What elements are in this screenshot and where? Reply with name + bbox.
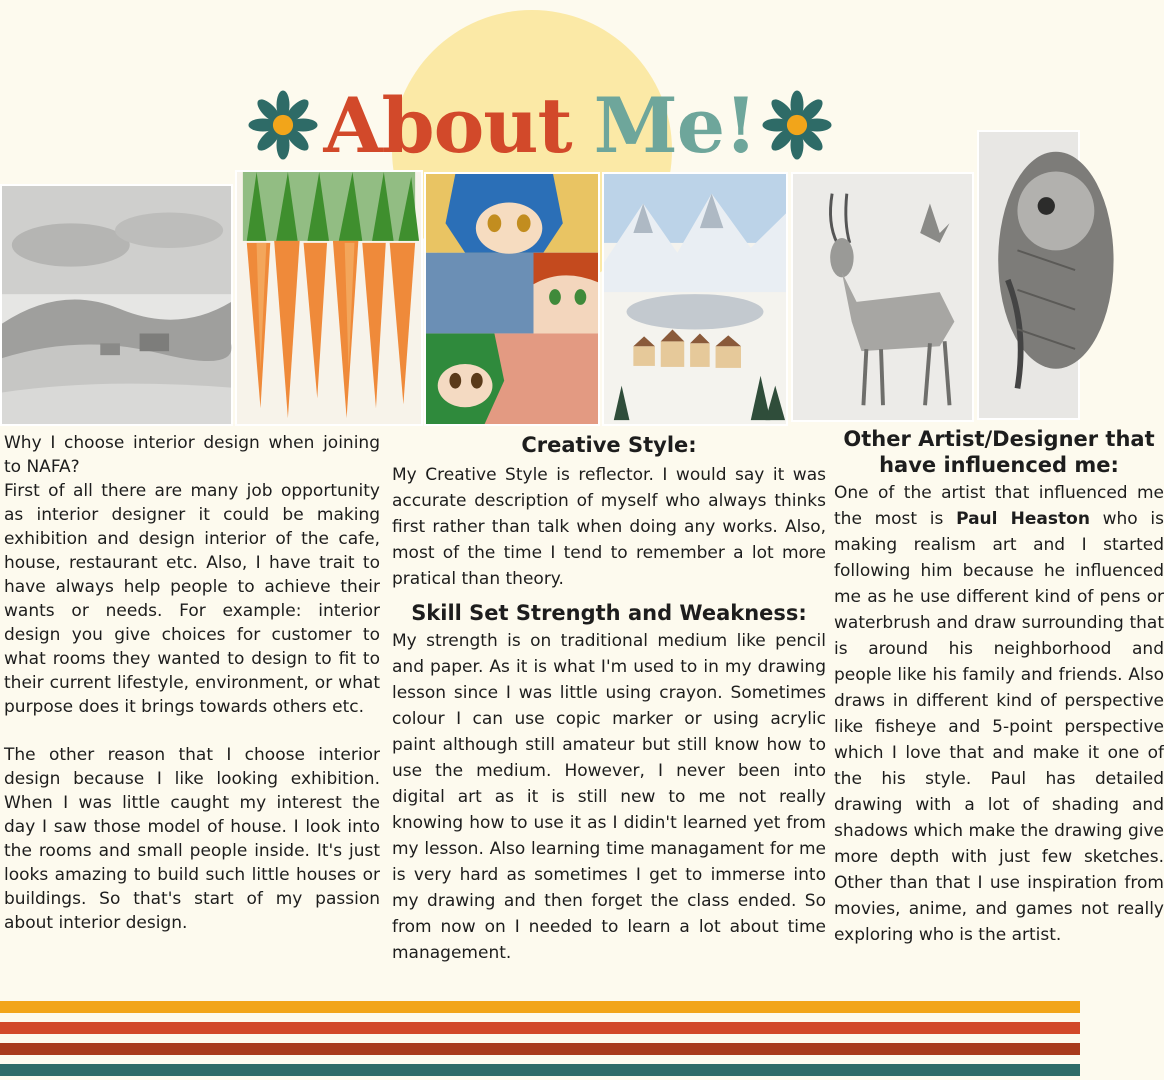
interior-design-column (4, 431, 380, 935)
reason-paragraph-1: First of all there are many job opportunity as interior designer it could be making exhibition and design interior of the cafe, house, restaurant etc. Also, I have trait to have always help people to achieve their wants or needs. For example: interior design you give choices for customer to what rooms they wanted to design to fit to their current lifestyle, environment, or what purpose does it brings towards others etc. (4, 481, 380, 717)
reason-paragraph-2: The other reason that I choose interior design because I like looking exhibition. When I was little caught my interest the day I saw those model of house. I look into the rooms and small people inside. It's just looks amazing to build such little houses or buildings. So that's start of my passion about interior design. (4, 745, 380, 933)
stripe-rust (0, 1043, 1080, 1055)
creative-style-column (392, 432, 826, 966)
stripe-teal (0, 1064, 1080, 1076)
title-me: Me! (593, 80, 757, 170)
watercolor-carrots-painting (235, 170, 423, 426)
stripe-yellow (0, 1001, 1080, 1013)
pencil-antelope-drawing (791, 172, 974, 422)
paragraph-spacer (4, 719, 380, 743)
skill-set-heading: Skill Set Strength and Weakness: (411, 601, 807, 625)
influences-text (834, 480, 1164, 948)
creative-style-text: My Creative Style is reflector. I would say it was accurate description of myself who always thinks first rather than talk when doing any works. Also, most of the time I tend to remember a lot more pratical than theory. (392, 465, 826, 589)
question-text: Why I choose interior design when joining to NAFA? (4, 433, 380, 477)
influences-heading: Other Artist/Designer that have influenced me: (843, 427, 1155, 477)
flower-icon (247, 89, 319, 161)
snowy-village-painting (602, 172, 788, 426)
flower-icon (761, 89, 833, 161)
stripe-orange (0, 1022, 1080, 1034)
pencil-owl-drawing (977, 130, 1080, 420)
influences-text-end: who is making realism art and I started following him because he influenced me as he use different kind of pens or waterbrush and draw surrounding that is around his neighborhood and people like his family and friends. Also draws in different kind of perspective like fisheye and 5-point perspective which I love that and make it one of the his style. Paul has detailed drawing with a lot of shading and shadows which make the drawing give more depth with just few sketches. Other than that I use inspiration from movies, anime, and games not really exploring who is the artist. (834, 509, 1164, 945)
influences-column (834, 426, 1164, 948)
skill-set-text: My strength is on traditional medium like pencil and paper. As it is what I'm used to in my drawing lesson since I was little using crayon. Sometimes colour I can use copic marker or using acrylic paint although still amateur but still know how to use the medium. However, I never been into digital art as it is still new to me not really knowing how to use it as I didin't learned yet from my lesson. Also learning time managament for me is very hard as sometimes I get to immerse into my drawing and then forget the class ended. So from now on I needed to learn a lot about time management. (392, 631, 826, 963)
pencil-landscape-drawing (0, 184, 233, 426)
influences-text-start: One of the artist that influenced me the most is (834, 483, 1164, 529)
artist-name: Paul Heaston (956, 509, 1090, 529)
title-about: About (323, 80, 572, 170)
anime-faces-drawing (424, 172, 600, 426)
page-title (0, 70, 1080, 180)
creative-style-heading: Creative Style: (521, 433, 697, 457)
